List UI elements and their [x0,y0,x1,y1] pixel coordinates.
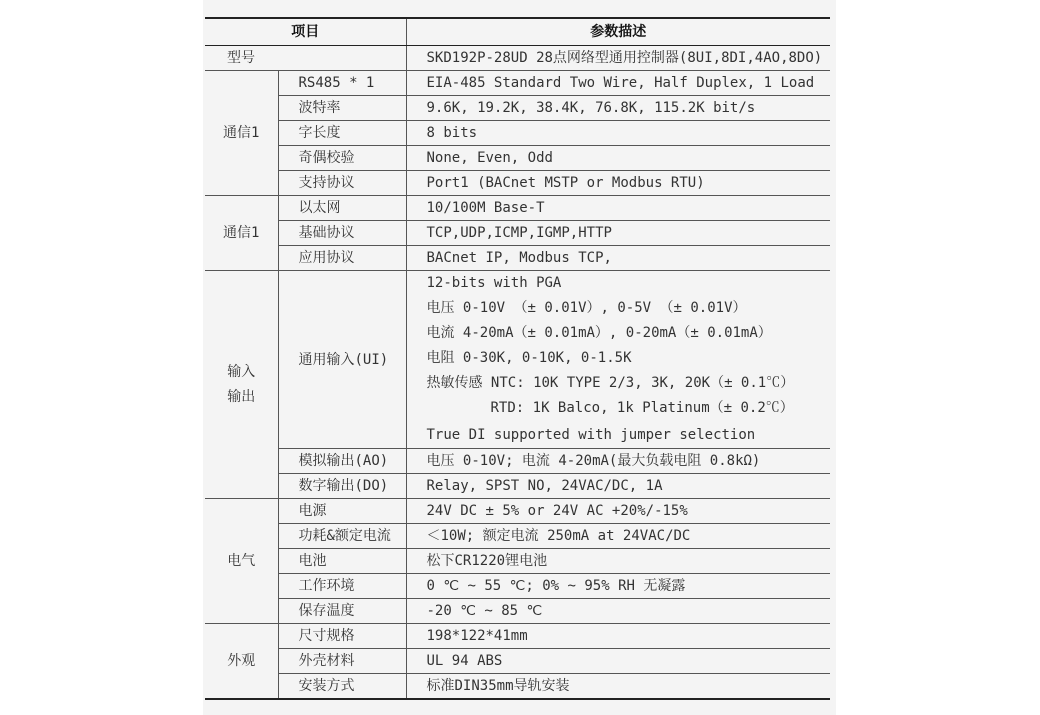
table-row [205,474,830,499]
category-cell: 外观 [205,624,278,700]
value-cell: Port1 (BACnet MSTP or Modbus RTU) [406,171,830,196]
item-cell: 波特率 [278,96,406,121]
table-row [205,46,830,71]
item-cell: 安装方式 [278,674,406,700]
table-row [205,624,830,649]
item-cell: 以太网 [278,196,406,221]
value-cell: 0 ℃ ~ 55 ℃; 0% ~ 95% RH 无凝露 [406,574,830,599]
table-row [205,221,830,246]
value-cell: 标准DIN35mm导轨安装 [406,674,830,700]
item-cell: 外壳材料 [278,649,406,674]
value-cell: 24V DC ± 5% or 24V AC +20%/-15% [406,499,830,524]
table-header-row [205,18,830,46]
item-cell: 功耗&额定电流 [278,524,406,549]
value-cell: UL 94 ABS [406,649,830,674]
table-row [205,649,830,674]
ui-line: 热敏传感 NTC: 10K TYPE 2/3, 3K, 20K（± 0.1℃） [426,375,795,391]
table-row [205,71,830,96]
value-cell: -20 ℃ ~ 85 ℃ [406,599,830,624]
value-cell: TCP,UDP,ICMP,IGMP,HTTP [406,221,830,246]
value-cell-ui [406,271,830,449]
model-value: SKD192P-28UD 28点网络型通用控制器(8UI,8DI,4AO,8DO) [406,46,830,71]
value-cell: 8 bits [406,121,830,146]
table-row [205,574,830,599]
category-cell: 电气 [205,499,278,624]
item-cell: 模拟输出(AO) [278,449,406,474]
value-cell: EIA-485 Standard Two Wire, Half Duplex, 1 Load [406,71,830,96]
item-cell: 工作环境 [278,574,406,599]
item-cell: 支持协议 [278,171,406,196]
category-cell: 通信1 [205,71,278,196]
item-cell: 尺寸规格 [278,624,406,649]
ui-line-indented [427,396,831,421]
item-cell: RS485 * 1 [278,71,406,96]
item-cell: 保存温度 [278,599,406,624]
table-row [205,549,830,574]
category-line: 输出 [227,388,256,405]
ui-line-text: RTD: 1K Balco, 1k Platinum（± 0.2℃） [490,400,794,416]
table-row [205,96,830,121]
value-cell: 10/100M Base-T [406,196,830,221]
item-cell: 电池 [278,549,406,574]
table-row [205,499,830,524]
item-cell: 字长度 [278,121,406,146]
header-desc: 参数描述 [406,18,830,46]
ui-line: 12-bits with PGA [426,275,562,291]
ui-line: True DI supported with jumper selection [426,427,756,443]
item-cell: 应用协议 [278,246,406,271]
item-cell: 数字输出(DO) [278,474,406,499]
table-row [205,246,830,271]
value-cell: 9.6K, 19.2K, 38.4K, 76.8K, 115.2K bit/s [406,96,830,121]
table-row [205,121,830,146]
category-line: 输入 [227,363,256,380]
header-item: 项目 [205,18,406,46]
value-cell: None, Even, Odd [406,146,830,171]
ui-line: 电压 0-10V （± 0.01V）, 0-5V （± 0.01V） [426,300,747,316]
spec-table [205,17,830,700]
value-cell: 198*122*41mm [406,624,830,649]
item-cell: 基础协议 [278,221,406,246]
table-row [205,449,830,474]
table-row [205,524,830,549]
item-cell: 奇偶校验 [278,146,406,171]
value-cell: BACnet IP, Modbus TCP, [406,246,830,271]
category-cell [205,271,278,499]
value-cell: 松下CR1220锂电池 [406,549,830,574]
ui-line: 电流 4-20mA（± 0.01mA）, 0-20mA（± 0.01mA） [426,325,772,341]
table-row [205,674,830,700]
item-cell: 电源 [278,499,406,524]
table-row [205,171,830,196]
model-label: 型号 [205,46,406,71]
category-cell: 通信1 [205,196,278,271]
table-row [205,196,830,221]
table-row [205,146,830,171]
item-cell: 通用输入(UI) [278,271,406,449]
value-cell: 电压 0-10V; 电流 4-20mA(最大负载电阻 0.8kΩ) [406,449,830,474]
value-cell: ＜10W; 额定电流 250mA at 24VAC/DC [406,524,830,549]
table-row [205,271,830,449]
table-row [205,599,830,624]
ui-line: 电阻 0-30K, 0-10K, 0-1.5K [426,350,632,366]
value-cell: Relay, SPST NO, 24VAC/DC, 1A [406,474,830,499]
